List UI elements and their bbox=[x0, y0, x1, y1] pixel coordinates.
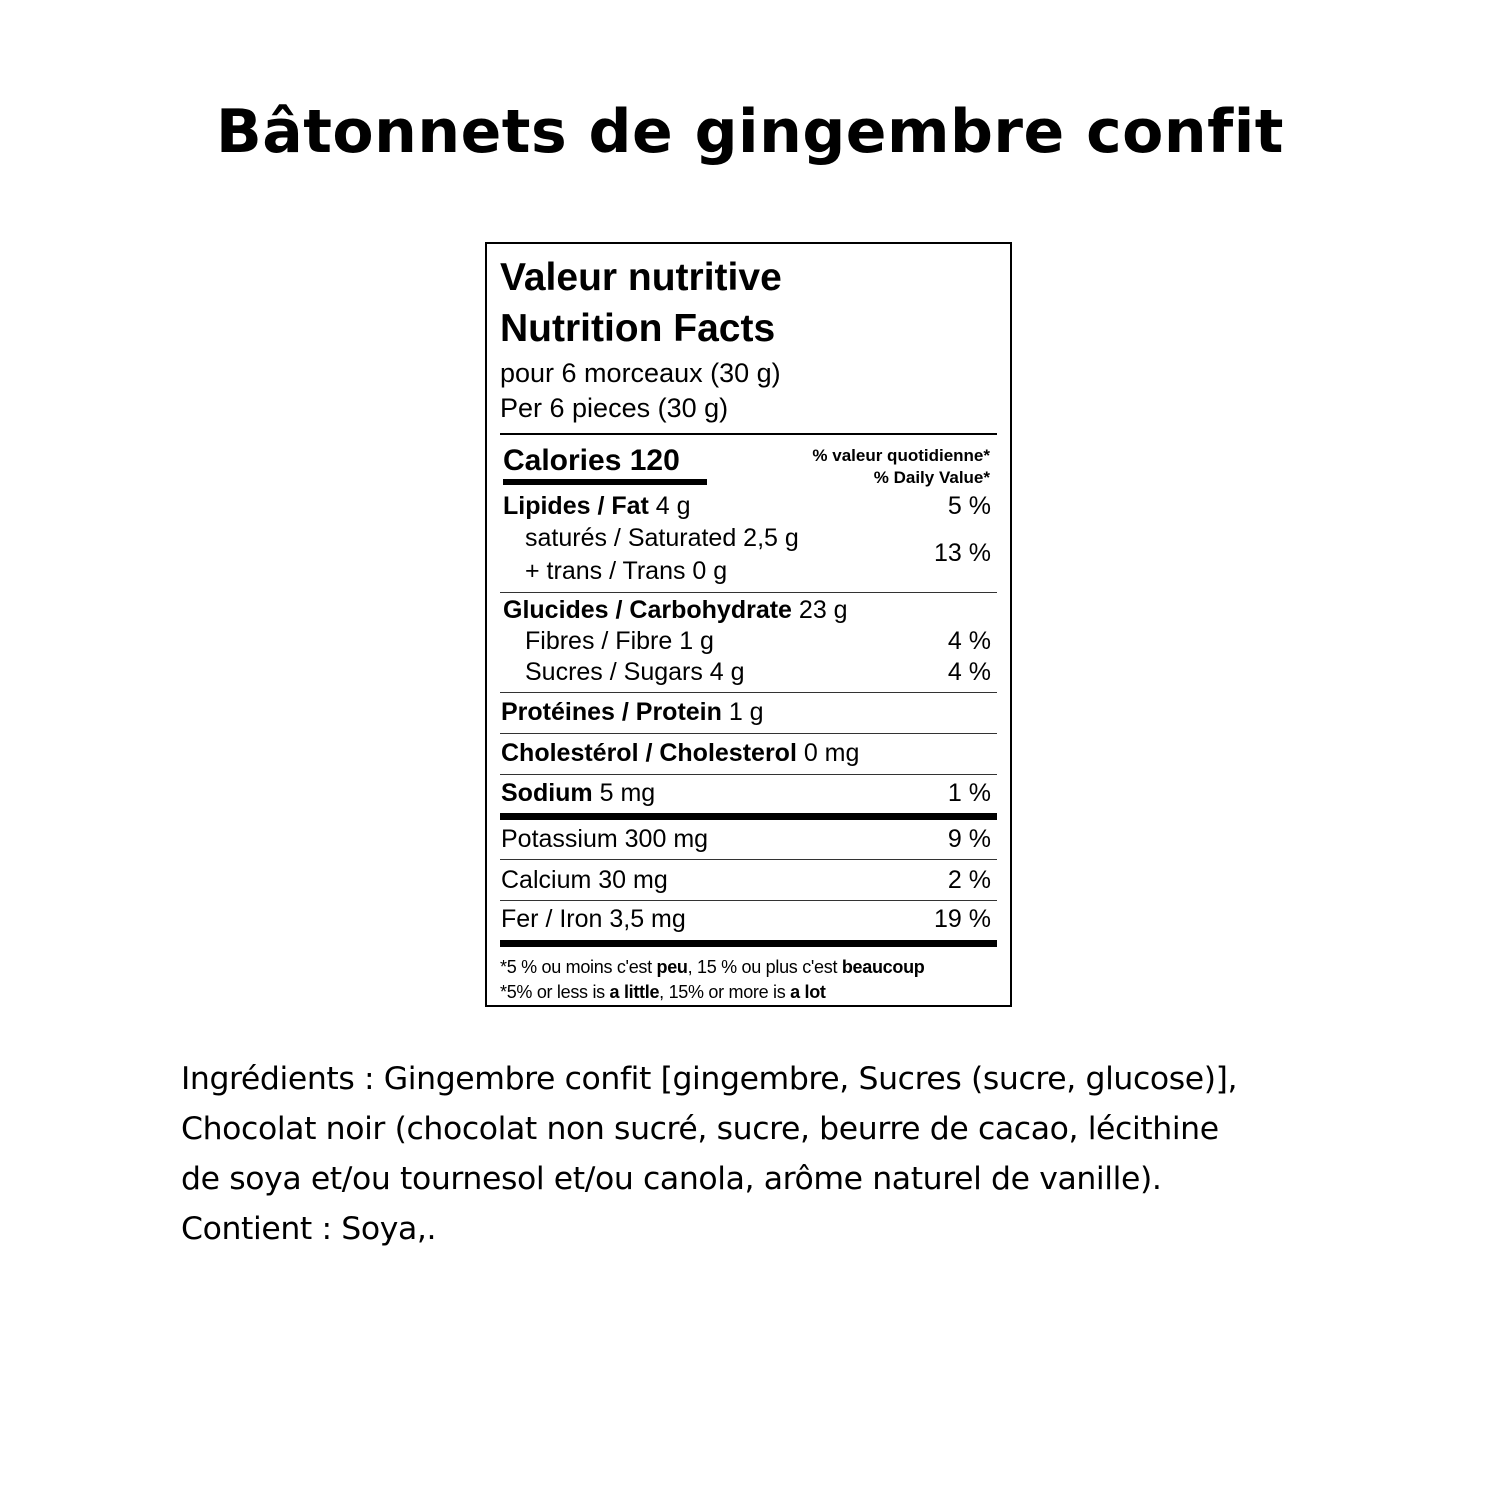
footnote-fr-text: , 15 % ou plus c'est bbox=[687, 957, 842, 977]
footnote-fr-text: *5 % ou moins c'est bbox=[500, 957, 657, 977]
calories: Calories 120 bbox=[503, 444, 680, 477]
footnote-en-emphasis: a lot bbox=[790, 982, 826, 1002]
footnote bbox=[500, 947, 997, 1005]
sodium-row bbox=[500, 775, 997, 813]
carbohydrate-row bbox=[500, 593, 997, 626]
footnote-en-emphasis: a little bbox=[609, 982, 660, 1002]
fibre-row bbox=[500, 626, 997, 657]
potassium-text: Potassium 300 mg bbox=[501, 825, 709, 853]
footnote-en-text: , 15% or more is bbox=[659, 982, 791, 1002]
protein-amount: 1 g bbox=[721, 698, 764, 726]
fibre-text: Fibres / Fibre 1 g bbox=[525, 627, 714, 655]
thick-divider bbox=[500, 940, 997, 947]
ingredients-line: de soya et/ou tournesol et/ou canola, arôme naturel de vanille). bbox=[181, 1161, 1162, 1197]
protein-row bbox=[500, 693, 997, 733]
footnote-en-text: *5% or less is bbox=[500, 982, 610, 1002]
nutrition-heading-en: Nutrition Facts bbox=[500, 307, 776, 350]
nutrition-heading-fr: Valeur nutritive bbox=[500, 256, 782, 299]
protein-label: Protéines / Protein bbox=[501, 698, 722, 726]
serving-size-en: Per 6 pieces (30 g) bbox=[500, 393, 729, 423]
sat-trans-dv: 13 % bbox=[934, 539, 991, 567]
sodium-label: Sodium bbox=[501, 779, 593, 807]
contains-allergens: Contient : Soya,. bbox=[181, 1211, 437, 1247]
fat-amount: 4 g bbox=[648, 492, 691, 520]
saturated-row: saturés / Saturated 2,5 g bbox=[525, 524, 799, 552]
carbohydrate-amount: 23 g bbox=[791, 596, 848, 624]
iron-dv: 19 % bbox=[934, 905, 991, 933]
sugars-text: Sucres / Sugars 4 g bbox=[525, 658, 745, 686]
iron-row bbox=[500, 901, 997, 940]
calcium-text: Calcium 30 mg bbox=[501, 866, 668, 894]
fat-label: Lipides / Fat bbox=[503, 492, 649, 520]
carbohydrate-label: Glucides / Carbohydrate bbox=[503, 596, 792, 624]
footnote-fr-emphasis: peu bbox=[656, 957, 688, 977]
fat-row bbox=[500, 491, 997, 522]
sodium-dv: 1 % bbox=[947, 779, 991, 807]
daily-value-header bbox=[812, 445, 990, 489]
fat-dv: 5 % bbox=[947, 492, 991, 520]
sugars-dv: 4 % bbox=[947, 658, 991, 686]
sugars-row bbox=[500, 657, 997, 692]
potassium-dv: 9 % bbox=[947, 825, 991, 853]
sodium-amount: 5 mg bbox=[592, 779, 656, 807]
product-title: Bâtonnets de gingembre confit bbox=[216, 97, 1284, 167]
nutrition-facts-table bbox=[485, 242, 1012, 1007]
cholesterol-row bbox=[500, 734, 997, 774]
cholesterol-label: Cholestérol / Cholesterol bbox=[501, 739, 797, 767]
daily-value-header-fr: % valeur quotidienne* bbox=[812, 446, 990, 465]
fibre-dv: 4 % bbox=[947, 627, 991, 655]
cholesterol-amount: 0 mg bbox=[796, 739, 860, 767]
trans-row: + trans / Trans 0 g bbox=[525, 557, 728, 585]
thick-divider bbox=[500, 813, 997, 820]
serving-size-fr: pour 6 morceaux (30 g) bbox=[500, 358, 781, 388]
potassium-row bbox=[500, 820, 997, 859]
footnote-fr-emphasis: beaucoup bbox=[841, 957, 925, 977]
ingredients-line: Ingrédients : Gingembre confit [gingembre, Sucres (sucre, glucose)], bbox=[181, 1061, 1238, 1097]
calories-underline bbox=[503, 479, 707, 485]
calcium-row bbox=[500, 860, 997, 900]
footnote-fr bbox=[500, 955, 997, 980]
sat-trans-group bbox=[500, 522, 997, 592]
iron-text: Fer / Iron 3,5 mg bbox=[501, 905, 686, 933]
footnote-en bbox=[500, 980, 997, 1005]
calories-row bbox=[500, 435, 997, 493]
daily-value-header-en: % Daily Value* bbox=[873, 468, 990, 487]
ingredients-line: Chocolat noir (chocolat non sucré, sucre, beurre de cacao, lécithine bbox=[181, 1111, 1219, 1147]
calcium-dv: 2 % bbox=[947, 866, 991, 894]
ingredients-text bbox=[181, 1054, 1341, 1254]
